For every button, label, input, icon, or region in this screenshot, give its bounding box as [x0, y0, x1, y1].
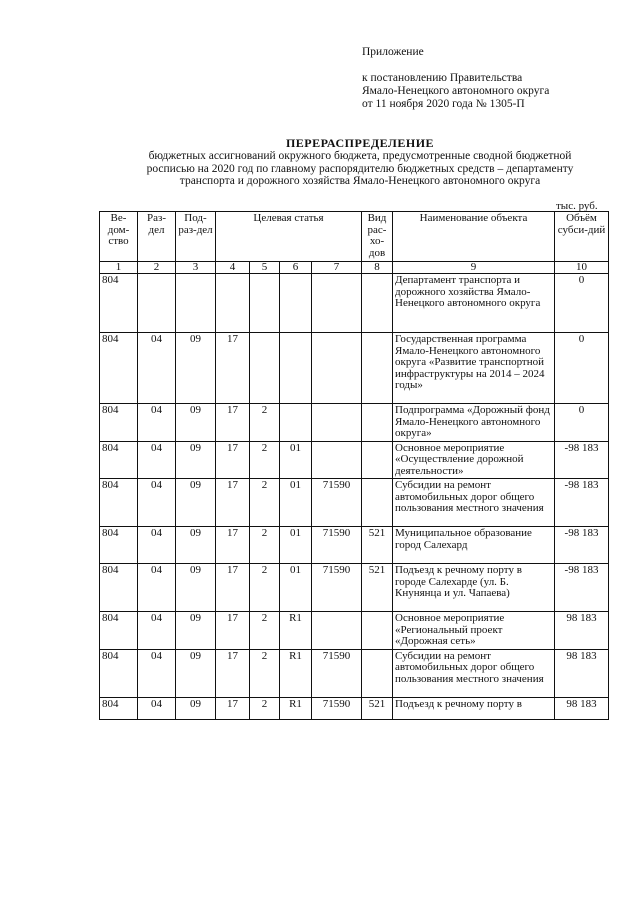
table-row: [100, 564, 609, 612]
appendix-government: Ямало-Ненецкого автономного округа: [362, 85, 550, 97]
cell-target-1: 17: [216, 479, 250, 527]
cell-target-1: [216, 274, 250, 333]
cell-target-2: 2: [250, 479, 280, 527]
appendix-date-number: от 11 ноября 2020 года № 1305-П: [362, 98, 525, 110]
cell-value: -98 183: [555, 527, 609, 564]
subtitle-line-3: транспорта и дорожного хозяйства Ямало-Ненецкого автономного округа: [179, 175, 541, 187]
cell-ved: 804: [100, 527, 138, 564]
column-number: 4: [216, 262, 250, 274]
table-row: [100, 649, 609, 697]
cell-razdel: 04: [138, 697, 176, 719]
cell-value: 98 183: [555, 612, 609, 650]
cell-name: Государственная программа Ямало-Ненецкого автономного округа «Развитие транспортной инфраструктуры на 2014 – 2024 годы»: [393, 333, 555, 404]
cell-name: Субсидии на ремонт автомобильных дорог общего пользования местного значения: [393, 479, 555, 527]
cell-target-4: [312, 333, 362, 404]
cell-razdel: 04: [138, 527, 176, 564]
column-number: 9: [393, 262, 555, 274]
cell-name: Субсидии на ремонт автомобильных дорог общего пользования местного значения: [393, 649, 555, 697]
cell-razdel: 04: [138, 404, 176, 442]
cell-vid: [362, 441, 393, 479]
cell-target-4: 71590: [312, 697, 362, 719]
cell-ved: 804: [100, 441, 138, 479]
cell-target-3: [280, 274, 312, 333]
cell-podrazdel: 09: [176, 404, 216, 442]
cell-target-3: [280, 404, 312, 442]
cell-podrazdel: 09: [176, 441, 216, 479]
cell-podrazdel: 09: [176, 649, 216, 697]
cell-target-3: R1: [280, 649, 312, 697]
table-row: [100, 612, 609, 650]
cell-target-3: 01: [280, 441, 312, 479]
cell-vid: [362, 274, 393, 333]
cell-target-4: [312, 441, 362, 479]
cell-target-4: 71590: [312, 649, 362, 697]
subtitle-line-2: росписью на 2020 год по главному распорядителю бюджетных средств – департаменту: [146, 162, 574, 175]
cell-podrazdel: 09: [176, 697, 216, 719]
cell-target-4: 71590: [312, 479, 362, 527]
cell-target-1: 17: [216, 404, 250, 442]
appendix-label: Приложение: [362, 46, 424, 58]
document-title: ПЕРЕРАСПРЕДЕЛЕНИЕ: [285, 136, 435, 150]
appendix-resolution: к постановлению Правительства: [362, 72, 523, 84]
cell-target-3: 01: [280, 564, 312, 612]
cell-podrazdel: 09: [176, 527, 216, 564]
cell-target-1: 17: [216, 333, 250, 404]
cell-podrazdel: [176, 274, 216, 333]
cell-value: -98 183: [555, 479, 609, 527]
cell-target-4: [312, 612, 362, 650]
header-tselevaya: Целевая статья: [216, 212, 362, 262]
cell-podrazdel: 09: [176, 612, 216, 650]
cell-target-2: 2: [250, 612, 280, 650]
document-subtitle: [100, 150, 620, 188]
cell-value: 98 183: [555, 697, 609, 719]
header-ved: Ве-дом-ство: [100, 212, 138, 262]
cell-razdel: 04: [138, 564, 176, 612]
cell-name: Подъезд к речному порту в: [393, 697, 555, 719]
cell-name: Департамент транспорта и дорожного хозяйства Ямало-Ненецкого автономного округа: [393, 274, 555, 333]
cell-ved: 804: [100, 404, 138, 442]
cell-value: -98 183: [555, 564, 609, 612]
cell-razdel: 04: [138, 441, 176, 479]
cell-ved: 804: [100, 274, 138, 333]
cell-target-2: [250, 333, 280, 404]
cell-target-4: 71590: [312, 564, 362, 612]
cell-target-4: [312, 404, 362, 442]
cell-podrazdel: 09: [176, 479, 216, 527]
cell-name: Подпрограмма «Дорожный фонд Ямало-Ненецкого автономного округа»: [393, 404, 555, 442]
cell-target-2: 2: [250, 564, 280, 612]
cell-name: Основное мероприятие «Региональный проект «Дорожная сеть»: [393, 612, 555, 650]
cell-name: Подъезд к речному порту в городе Салехарде (ул. Б. Кнунянца и ул. Чапаева): [393, 564, 555, 612]
cell-target-2: 2: [250, 404, 280, 442]
cell-target-2: [250, 274, 280, 333]
column-number: 5: [250, 262, 280, 274]
cell-target-4: [312, 274, 362, 333]
header-name: Наименование объекта: [393, 212, 555, 262]
cell-razdel: 04: [138, 479, 176, 527]
header-volume: Объём субси-дий: [555, 212, 609, 262]
cell-target-3: R1: [280, 612, 312, 650]
cell-target-1: 17: [216, 612, 250, 650]
table-row: [100, 441, 609, 479]
header-podrazdel: Под-раз-дел: [176, 212, 216, 262]
cell-target-1: 17: [216, 697, 250, 719]
cell-ved: 804: [100, 697, 138, 719]
cell-value: 98 183: [555, 649, 609, 697]
header-razdel: Раз-дел: [138, 212, 176, 262]
cell-target-2: 2: [250, 441, 280, 479]
cell-vid: 521: [362, 527, 393, 564]
cell-target-1: 17: [216, 649, 250, 697]
column-number: 10: [555, 262, 609, 274]
cell-target-3: 01: [280, 527, 312, 564]
subtitle-line-1: бюджетных ассигнований окружного бюджета, предусмотренные сводной бюджетной: [148, 150, 572, 162]
appendix-block: [362, 46, 549, 111]
column-number: 2: [138, 262, 176, 274]
cell-target-3: 01: [280, 479, 312, 527]
cell-target-3: [280, 333, 312, 404]
cell-name: Муниципальное образование город Салехард: [393, 527, 555, 564]
cell-vid: 521: [362, 564, 393, 612]
cell-value: 0: [555, 404, 609, 442]
table-row: [100, 274, 609, 333]
cell-target-1: 17: [216, 441, 250, 479]
cell-target-2: 2: [250, 649, 280, 697]
cell-razdel: 04: [138, 333, 176, 404]
cell-target-1: 17: [216, 527, 250, 564]
cell-value: 0: [555, 274, 609, 333]
column-number: 1: [100, 262, 138, 274]
cell-ved: 804: [100, 564, 138, 612]
cell-ved: 804: [100, 333, 138, 404]
cell-ved: 804: [100, 479, 138, 527]
cell-vid: [362, 612, 393, 650]
cell-vid: [362, 649, 393, 697]
column-numbers-row: [100, 262, 609, 274]
cell-razdel: [138, 274, 176, 333]
cell-ved: 804: [100, 649, 138, 697]
column-number: 3: [176, 262, 216, 274]
table-row: [100, 479, 609, 527]
cell-vid: [362, 479, 393, 527]
cell-ved: 804: [100, 612, 138, 650]
table-row: [100, 527, 609, 564]
cell-target-4: 71590: [312, 527, 362, 564]
column-number: 6: [280, 262, 312, 274]
column-number: 8: [362, 262, 393, 274]
cell-vid: [362, 333, 393, 404]
cell-podrazdel: 09: [176, 564, 216, 612]
cell-value: -98 183: [555, 441, 609, 479]
cell-podrazdel: 09: [176, 333, 216, 404]
cell-target-1: 17: [216, 564, 250, 612]
table-row: [100, 404, 609, 442]
header-vid: Вид рас-хо-дов: [362, 212, 393, 262]
column-number: 7: [312, 262, 362, 274]
cell-name: Основное мероприятие «Осуществление дорожной деятельности»: [393, 441, 555, 479]
cell-razdel: 04: [138, 612, 176, 650]
budget-table: [99, 211, 609, 720]
table-row: [100, 697, 609, 719]
cell-vid: 521: [362, 697, 393, 719]
table-row: [100, 333, 609, 404]
cell-target-2: 2: [250, 697, 280, 719]
cell-vid: [362, 404, 393, 442]
units-label: тыс. руб.: [556, 200, 598, 212]
cell-target-2: 2: [250, 527, 280, 564]
cell-razdel: 04: [138, 649, 176, 697]
cell-value: 0: [555, 333, 609, 404]
cell-target-3: R1: [280, 697, 312, 719]
